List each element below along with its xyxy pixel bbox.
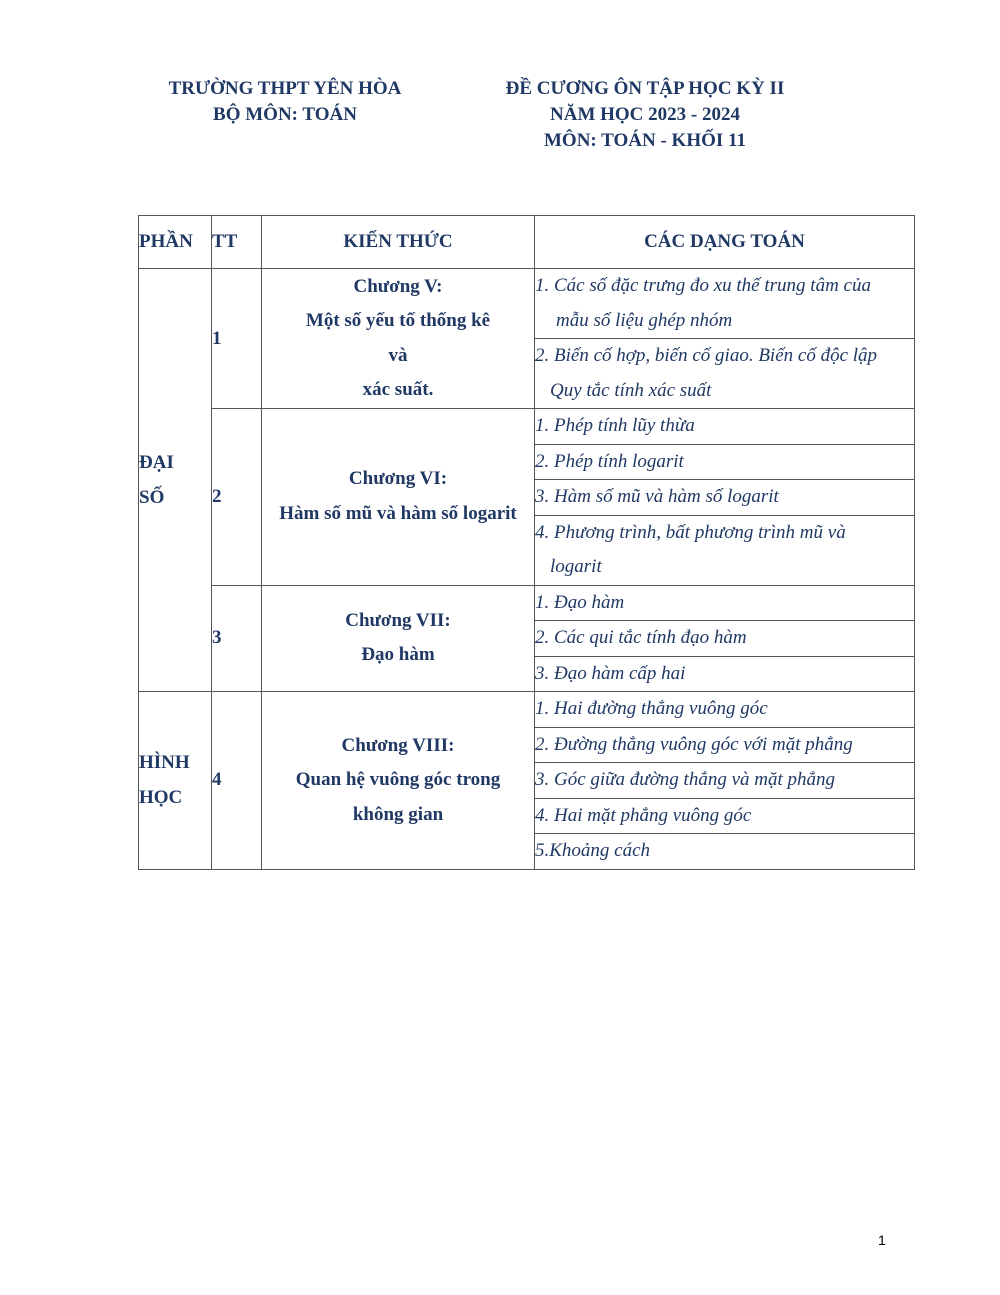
problem-type-item: 4. Hai mặt phẳng vuông góc: [535, 798, 915, 834]
part-label-line: HỌC: [139, 787, 183, 809]
chapter-title-line: xác suất.: [362, 379, 434, 400]
chapter-title-cell: [262, 585, 535, 692]
chapter-title-cell: [262, 409, 535, 586]
chapter-title-line: Quan hệ vuông góc trong: [295, 769, 501, 790]
page-number: 1: [878, 1232, 886, 1248]
problem-type-item: 5.Khoảng cách: [535, 834, 915, 870]
school-year: NĂM HỌC 2023 - 2024: [550, 104, 740, 125]
problem-type-item: 2. Các qui tắc tính đạo hàm: [535, 621, 915, 657]
chapter-number: 1: [212, 269, 262, 409]
chapter-title-cell: [262, 692, 535, 870]
table-row: [139, 585, 915, 621]
column-header-tt: TT: [212, 216, 262, 269]
problem-type-item: 1. Hai đường thẳng vuông góc: [535, 692, 915, 728]
chapter-title-line: và: [388, 344, 408, 366]
part-label-line: HÌNH: [139, 752, 190, 774]
subject-grade: MÔN: TOÁN - KHỐI 11: [544, 130, 746, 151]
department-name: BỘ MÔN: TOÁN: [213, 104, 357, 125]
problem-type-item: 2. Phép tính logarit: [535, 444, 915, 480]
header-right: [485, 76, 805, 154]
item-line: mẫu số liệu ghép nhóm: [556, 309, 733, 331]
column-header-knowledge: KIẾN THỨC: [262, 216, 535, 269]
problem-type-item: 3. Đạo hàm cấp hai: [535, 656, 915, 692]
column-header-part: PHẦN: [139, 216, 212, 269]
chapter-title-line: Chương VI:: [348, 468, 448, 490]
table-row: [139, 409, 915, 445]
table-header-row: [139, 216, 915, 269]
problem-type-item: [535, 339, 915, 409]
chapter-title-line: Hàm số mũ và hàm số logarit: [279, 502, 517, 524]
part-cell-geometry: [139, 692, 212, 870]
item-line: Quy tắc tính xác suất: [550, 379, 712, 401]
problem-type-item: 1. Phép tính lũy thừa: [535, 409, 915, 445]
table-row: [139, 692, 915, 728]
syllabus-table: [138, 215, 915, 870]
chapter-number: 3: [212, 585, 262, 692]
chapter-number: 4: [212, 692, 262, 870]
column-header-problem-types: CÁC DẠNG TOÁN: [535, 216, 915, 269]
problem-type-item: [535, 515, 915, 585]
item-line: 1. Các số đặc trưng đo xu thế trung tâm của: [535, 275, 871, 296]
chapter-title-line: Chương VIII:: [341, 734, 455, 756]
document-title: ĐỀ CƯƠNG ÔN TẬP HỌC KỲ II: [505, 78, 785, 99]
problem-type-item: 3. Hàm số mũ và hàm số logarit: [535, 480, 915, 516]
school-name: TRƯỜNG THPT YÊN HÒA: [168, 78, 402, 99]
problem-type-item: 2. Đường thẳng vuông góc với mặt phẳng: [535, 727, 915, 763]
chapter-title-line: Chương VII:: [345, 609, 451, 631]
chapter-title-line: Chương V:: [353, 275, 443, 297]
item-line: 2. Biến cố hợp, biến cố giao. Biến cố độc lập: [535, 345, 878, 366]
problem-type-item: 3. Góc giữa đường thẳng và mặt phẳng: [535, 763, 915, 799]
chapter-number: 2: [212, 409, 262, 586]
chapter-title-line: không gian: [352, 803, 444, 825]
item-line: logarit: [550, 556, 602, 577]
chapter-title-cell: [262, 269, 535, 409]
part-label-line: ĐẠI: [139, 452, 174, 473]
chapter-title-line: Một số yếu tố thống kê: [305, 310, 491, 331]
table-row: [139, 269, 915, 339]
part-label-line: SỐ: [139, 487, 165, 508]
part-cell-algebra: [139, 269, 212, 692]
chapter-title-line: Đạo hàm: [361, 644, 435, 666]
problem-type-item: [535, 269, 915, 339]
problem-type-item: 1. Đạo hàm: [535, 585, 915, 621]
header-left: [140, 76, 430, 128]
item-line: 4. Phương trình, bất phương trình mũ và: [535, 521, 846, 543]
